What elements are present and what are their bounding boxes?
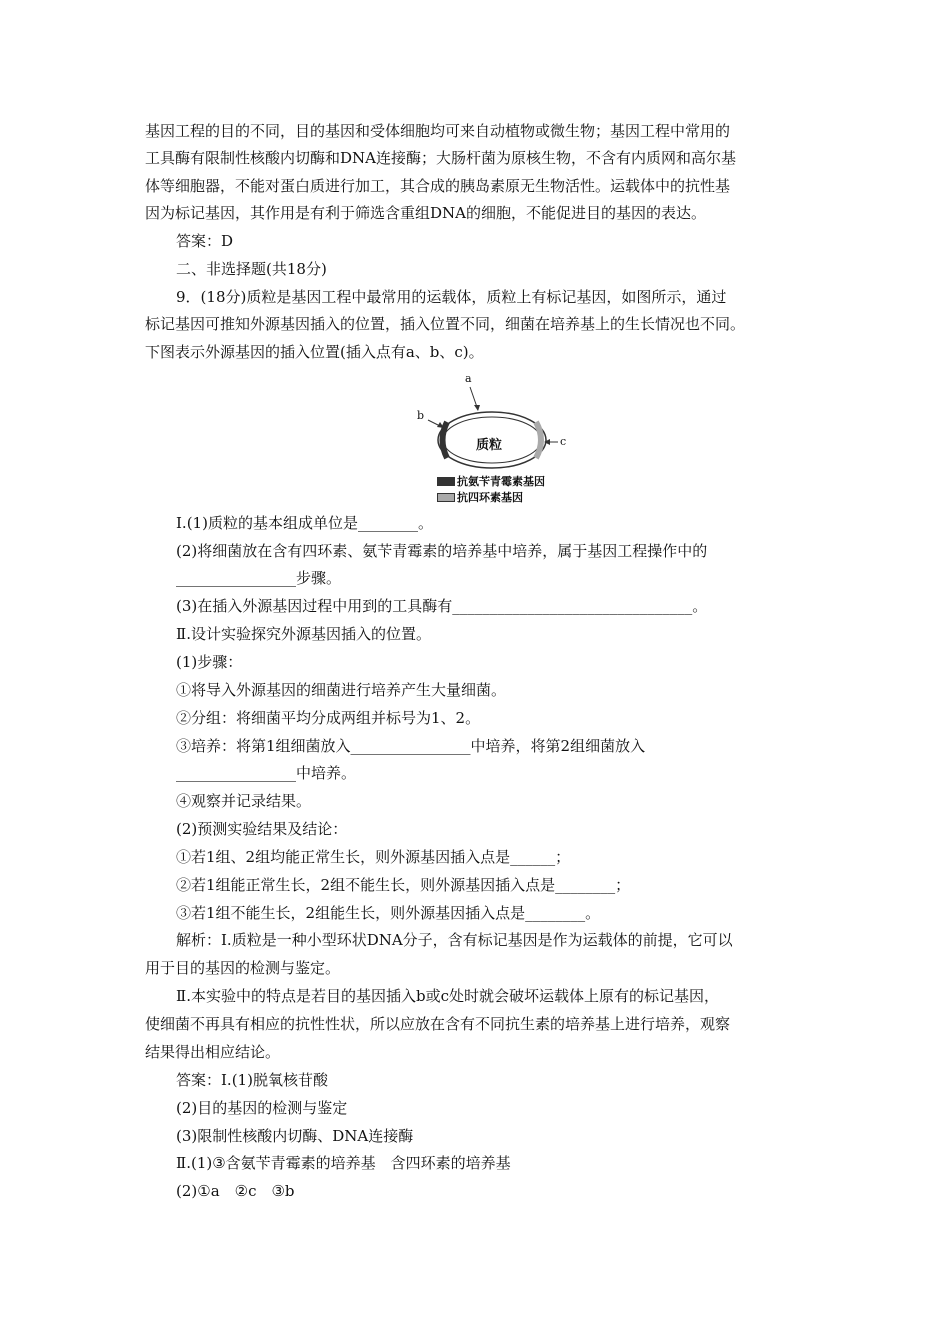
question-line: Ⅰ.(1)质粒的基本组成单位是________。 (176, 514, 433, 532)
legend-tet-label: 抗四环素基因 (457, 491, 523, 504)
analysis-line: 解析：Ⅰ.质粒是一种小型环状DNA分子，含有标记基因是作为运载体的前提，它可以 (176, 931, 733, 949)
question-line: ③若1组不能生长，2组能生长，则外源基因插入点是________。 (176, 904, 601, 922)
question-line: ________________中培养。 (176, 764, 357, 782)
analysis-line: 结果得出相应结论。 (145, 1043, 281, 1061)
question-line: (2)将细菌放在含有四环素、氨苄青霉素的培养基中培养，属于基因工程操作中的 (176, 542, 708, 560)
paragraph-line: 因为标记基因，其作用是有利于筛选含重组DNA的细胞，不能促进目的基因的表达。 (145, 204, 706, 222)
question-line: Ⅱ.设计实验探究外源基因插入的位置。 (176, 625, 431, 643)
question-line: 9．(18分)质粒是基因工程中最常用的运载体，质粒上有标记基因，如图所示，通过 (176, 288, 727, 306)
question-line: ________________步骤。 (176, 569, 342, 587)
analysis-line: 用于目的基因的检测与鉴定。 (145, 959, 341, 977)
section-heading: 二、非选择题(共18分) (176, 260, 327, 278)
legend-tet-swatch (437, 493, 455, 502)
question-line: ③培养：将第1组细菌放入________________中培养，将第2组细菌放入 (176, 737, 646, 755)
paragraph-line: 基因工程的目的不同，目的基因和受体细胞均可来自动植物或微生物；基因工程中常用的 (145, 122, 731, 140)
paragraph-line: 体等细胞器，不能对蛋白质进行加工，其合成的胰岛素原无生物活性。运载体中的抗性基 (145, 177, 731, 195)
legend-tet (437, 491, 523, 504)
answer-line: (2)①a ②c ③b (176, 1182, 295, 1200)
question-line: (1)步骤： (176, 653, 243, 671)
question-line: ②分组：将细菌平均分成两组并标号为1、2。 (176, 709, 481, 727)
analysis-line: 使细菌不再具有相应的抗性性状，所以应放在含有不同抗生素的培养基上进行培养，观察 (145, 1015, 731, 1033)
paragraph-line: 工具酶有限制性核酸内切酶和DNA连接酶；大肠杆菌为原核生物，不含有内质网和高尔基 (145, 149, 736, 167)
question-line: ④观察并记录结果。 (176, 792, 312, 810)
legend-amp (437, 475, 545, 488)
question-line: ①若1组、2组均能正常生长，则外源基因插入点是______； (176, 848, 571, 866)
question-line: ①将导入外源基因的细菌进行培养产生大量细菌。 (176, 681, 507, 699)
label-c: c (560, 435, 567, 448)
question-line: ②若1组能正常生长，2组不能生长，则外源基因插入点是________； (176, 876, 631, 894)
question-line: 下图表示外源基因的插入位置(插入点有a、b、c)。 (145, 343, 484, 361)
tet-gene-segment (536, 422, 541, 458)
plasmid-figure (400, 372, 580, 508)
answer-line: 答案：D (176, 232, 234, 250)
question-line: (3)在插入外源基因过程中用到的工具酶有________________________________。 (176, 597, 708, 615)
answer-line: (3)限制性核酸内切酶、DNA连接酶 (176, 1127, 414, 1145)
analysis-line: Ⅱ.本实验中的特点是若目的基因插入b或c处时就会破坏运载体上原有的标记基因， (176, 987, 719, 1005)
answer-line: Ⅱ.(1)③含氨苄青霉素的培养基 含四环素的培养基 (176, 1154, 511, 1172)
legend-amp-label: 抗氨苄青霉素基因 (457, 475, 545, 488)
answer-line: (2)目的基因的检测与鉴定 (176, 1099, 348, 1117)
label-a: a (465, 372, 472, 385)
answer-line: 答案：Ⅰ.(1)脱氧核苷酸 (176, 1071, 328, 1089)
legend-amp-swatch (437, 477, 455, 486)
label-b: b (417, 409, 425, 422)
question-line: 标记基因可推知外源基因插入的位置，插入位置不同，细菌在培养基上的生长情况也不同。 (145, 315, 746, 333)
question-line: (2)预测实验结果及结论： (176, 820, 348, 838)
plasmid-label: 质粒 (476, 438, 503, 453)
